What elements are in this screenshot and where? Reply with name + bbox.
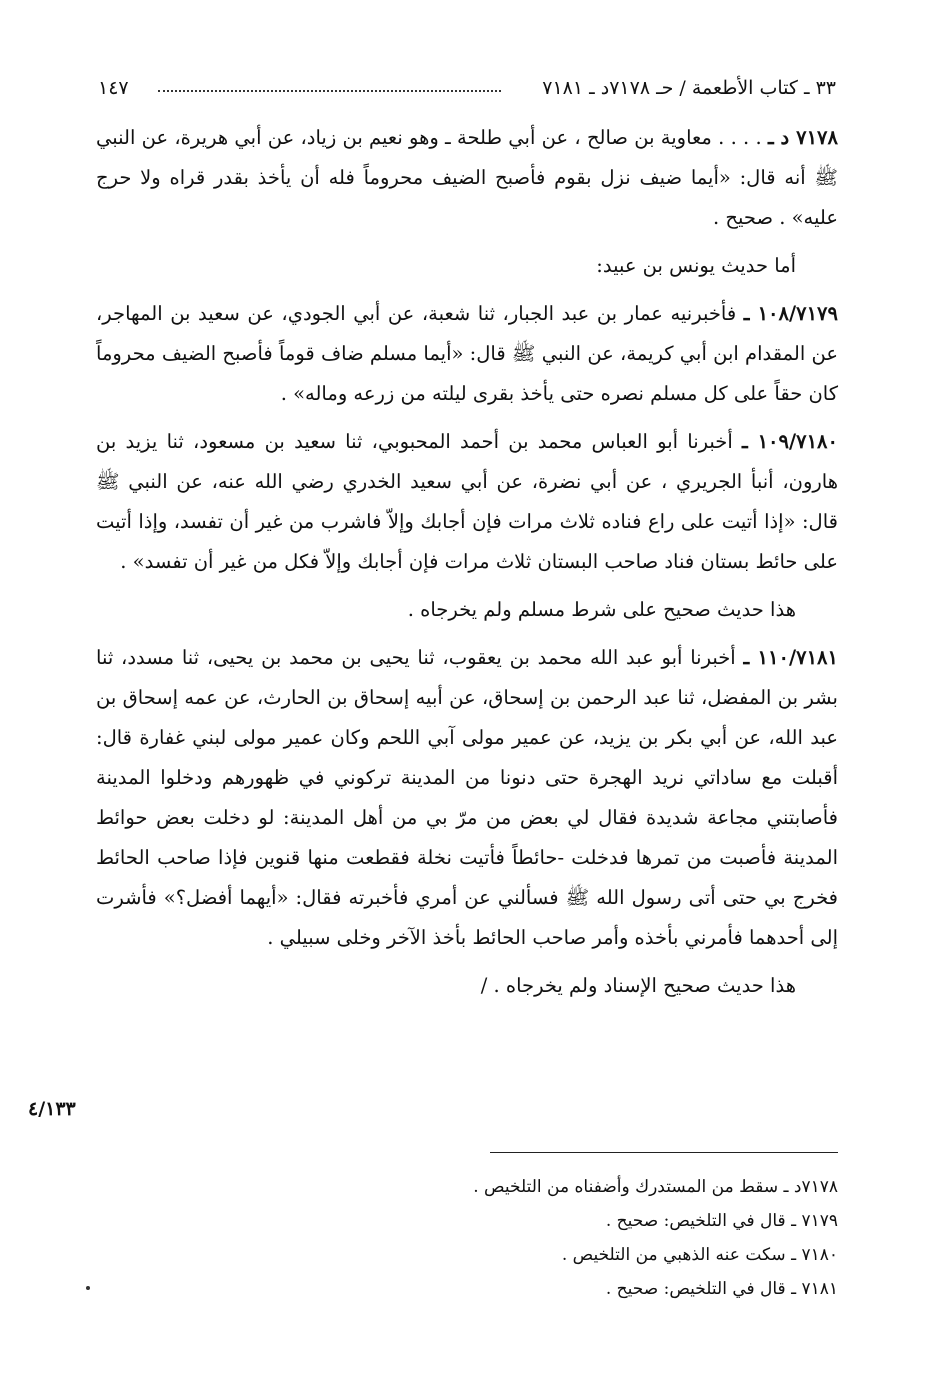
intro-text: أما حديث يونس بن عبيد: (596, 254, 796, 277)
footnote-item: ٧١٨١ ـ قال في التلخيص: صحيح . (605, 1279, 838, 1299)
hadith-7179 (96, 294, 838, 414)
grading-text: هذا حديث صحيح الإسناد ولم يخرجاه . / (480, 974, 796, 997)
running-header (98, 70, 836, 106)
header-dot-leader (158, 72, 501, 92)
hadith-text: . . . . معاوية بن صالح ، عن أبي طلحة ـ وهو نعيم بن زياد، عن أبي هريرة، عن النبي ﷺ أنه قال: «أيما ضيف نزل بقوم فأصبح الضيف محروماً فله أن يأخذ بقدر قراه ولا حرج عليه» . صحيح . (96, 126, 838, 229)
margin-volume-reference: ٤/١٣٣ (28, 1098, 76, 1120)
grading-7181 (96, 966, 838, 1006)
grading-text: هذا حديث صحيح على شرط مسلم ولم يخرجاه . (407, 598, 796, 621)
footnote-item: ٧١٧٩ ـ قال في التلخيص: صحيح . (605, 1211, 838, 1231)
hadith-text: أخبرنا أبو عبد الله محمد بن يعقوب، ثنا يحيى بن محمد بن يحيى، ثنا مسدد، ثنا بشر بن المفضل، ثنا عبد الرحمن بن إسحاق، عن أبيه إسحاق بن الحارث، عن عمه إسحاق بن عبد الله، عن أبي بكر بن يزيد، عن عمير مولى آبي اللحم وكان عمير مولى لبني غفارة قال: أقبلت مع ساداتي نريد الهجرة حتى دنونا من المدينة تركوني في ظهورهم ودخلوا المدينة فأصابتني مجاعة شديدة فقال لي بعض من مرّ بي من أهل المدينة: لو دخلت بعض حوائط المدينة فأصبت من تمرها فدخلت -حائطاً فأتيت نخلة فقطعت منها قنوين فإذا صاحب الحائط فخرج بي حتى أتى رسول الله ﷺ فسألني عن أمري فأخبرته فقال: «أيهما أفضل؟» فأشرت إلى أحدهما فأمرني بأخذه وأمر صاحب الحائط بأخذ الآخر وخلى سبيلي . (96, 646, 839, 949)
hadith-7180 (96, 422, 838, 582)
hadith-number: ٧١٧٨ د ـ (767, 126, 838, 149)
hadith-7178 (96, 118, 838, 238)
header-title: ٣٣ ـ كتاب الأطعمة / حـ ٧١٧٨د ـ ٧١٨١ (542, 77, 836, 99)
hadith-number: ١٠٩/٧١٨٠ ـ (742, 430, 838, 453)
hadith-number: ١٠٨/٧١٧٩ ـ (743, 302, 838, 325)
grading-7180 (96, 590, 838, 630)
hadith-text: أخبرنا أبو العباس محمد بن أحمد المحبوبي، ثنا سعيد بن مسعود، ثنا يزيد بن هارون، أنبأ الجريري ، عن أبي نضرة، عن أبي سعيد الخدري رضي الله عنه، عن النبي ﷺ قال: «إذا أتيت على راع فناده ثلاث مرات فإن أجابك وإلاّ فاشرب من غير أن تفسد، وإذا أتيت على حائط بستان فناد صاحب البستان ثلاث مرات فإن أجابك وإلاّ فكل من غير أن تفسد» . (96, 430, 838, 573)
stray-dot (86, 1286, 90, 1290)
footnote-item: ٧١٨٠ ـ سكت عنه الذهبي من التلخيص . (561, 1245, 838, 1265)
footnotes (96, 1170, 838, 1306)
footnote-item: ٧١٧٨د ـ سقط من المستدرك وأضفناه من التلخيص . (473, 1177, 838, 1197)
section-intro (96, 246, 838, 286)
main-text (96, 118, 838, 1014)
footnote-divider (490, 1152, 838, 1153)
hadith-7181 (96, 638, 838, 958)
hadith-number: ١١٠/٧١٨١ ـ (743, 646, 838, 669)
page-number: ١٤٧ (98, 77, 129, 99)
hadith-text: فأخبرنيه عمار بن عبد الجبار، ثنا شعبة، عن أبي الجودي، عن سعيد بن المهاجر، عن المقدام ابن أبي كريمة، عن النبي ﷺ قال: «أيما مسلم ضاف قوماً فأصبح الضيف محروماً كان حقاً على كل مسلم نصره حتى يأخذ بقرى ليلته من زرعه وماله» . (96, 302, 838, 405)
